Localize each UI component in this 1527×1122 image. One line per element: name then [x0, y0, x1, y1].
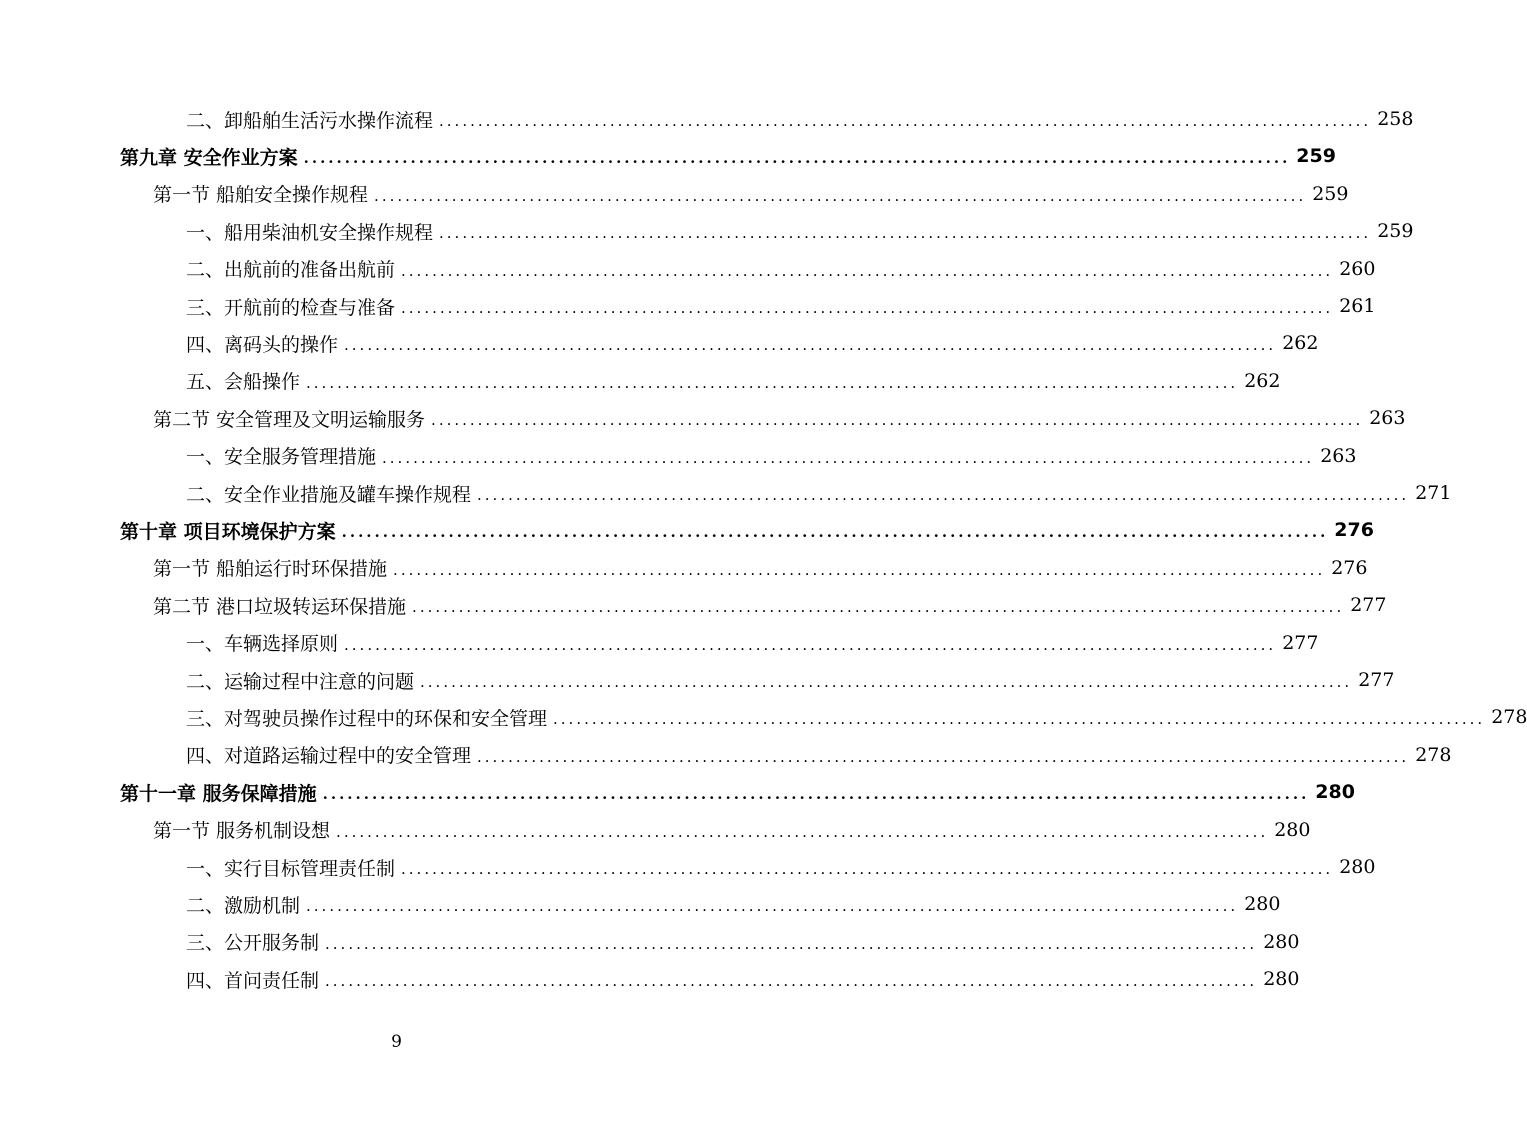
toc-chapter-entry[interactable]	[120, 141, 1336, 171]
toc-entry-page: 259	[1312, 182, 1349, 205]
toc-leader-dots: ........................................................................................................................	[401, 299, 1334, 317]
toc-entry-page: 280	[1244, 893, 1281, 916]
toc-leader-dots: ........................................................................................................................	[477, 747, 1410, 766]
toc-entry-page: 278	[1415, 743, 1452, 766]
toc-subsection-entry[interactable]	[186, 254, 1376, 284]
toc-entry-page: 280	[1263, 930, 1300, 953]
toc-chapter-entry[interactable]	[120, 777, 1355, 807]
toc-subsection-entry[interactable]	[186, 628, 1319, 658]
toc-entry-label: 一、安全服务管理措施	[186, 446, 377, 469]
toc-entry-label: 第二节 安全管理及文明运输服务	[153, 408, 426, 431]
toc-entry-label: 一、车辆选择原则	[186, 633, 339, 656]
toc-entry-label: 三、公开服务制	[186, 932, 320, 955]
toc-leader-dots: ........................................................................................................................	[382, 448, 1315, 467]
toc-entry-page: 261	[1339, 295, 1376, 317]
toc-leader-dots: ........................................................................................................................	[477, 486, 1410, 504]
toc-subsection-entry[interactable]	[186, 740, 1452, 770]
toc-entry-page: 280	[1315, 781, 1355, 804]
toc-subsection-entry[interactable]	[186, 478, 1452, 508]
toc-entry-label: 四、离码头的操作	[186, 333, 339, 356]
toc-entry-label: 第十一章 服务保障措施	[120, 782, 317, 805]
toc-entry-label: 三、对驾驶员操作过程中的环保和安全管理	[186, 707, 548, 730]
toc-section-entry[interactable]	[153, 553, 1368, 583]
toc-entry-label: 第一节 船舶运行时环保措施	[153, 558, 388, 581]
toc-entry-label: 四、首问责任制	[186, 969, 320, 992]
toc-leader-dots: ........................................................................................................................	[439, 224, 1372, 243]
toc-subsection-entry[interactable]	[186, 964, 1300, 994]
toc-leader-dots: ........................................................................................................................	[336, 822, 1269, 841]
toc-entry-label: 第二节 港口垃圾转运环保措施	[153, 595, 407, 618]
toc-entry-label: 二、激励机制	[186, 894, 301, 917]
toc-entry-page: 276	[1331, 556, 1368, 579]
toc-leader-dots: ........................................................................................................................	[374, 186, 1307, 205]
toc-entry-page: 280	[1263, 968, 1300, 991]
toc-entry-page: 271	[1415, 482, 1452, 504]
toc-subsection-entry[interactable]	[186, 927, 1300, 957]
toc-entry-label: 第十章 项目环境保护方案	[120, 520, 336, 543]
toc-entry-page: 277	[1358, 669, 1395, 691]
toc-subsection-entry[interactable]	[186, 889, 1281, 919]
toc-section-entry[interactable]	[153, 590, 1387, 620]
toc-leader-dots: ........................................................................................................................	[412, 598, 1345, 617]
toc-subsection-entry[interactable]	[186, 291, 1376, 321]
toc-leader-dots: ........................................................................................................................	[344, 336, 1277, 355]
toc-leader-dots: ........................................................................................................................	[306, 897, 1239, 916]
toc-entry-page: 277	[1282, 631, 1319, 654]
toc-section-entry[interactable]	[153, 179, 1349, 209]
toc-leader-dots: ........................................................................................................................	[303, 149, 1291, 168]
toc-subsection-entry[interactable]	[186, 852, 1376, 882]
toc-section-entry[interactable]	[153, 403, 1406, 433]
toc-entry-label: 二、安全作业措施及罐车操作规程	[186, 483, 472, 506]
toc-entry-page: 259	[1296, 145, 1336, 168]
toc-entry-label: 三、开航前的检查与准备	[186, 296, 396, 319]
toc-leader-dots: ........................................................................................................................	[322, 785, 1310, 804]
toc-leader-dots: ........................................................................................................................	[431, 411, 1364, 430]
toc-entry-page: 280	[1274, 818, 1311, 841]
toc-entry-page: 259	[1377, 220, 1414, 243]
toc-leader-dots: ........................................................................................................................	[325, 934, 1258, 953]
toc-entry-label: 一、船用柴油机安全操作规程	[186, 221, 434, 244]
toc-leader-dots: ........................................................................................................................	[344, 635, 1277, 654]
page-number: 9	[391, 1032, 402, 1052]
toc-entry-label: 二、卸船舶生活污水操作流程	[186, 109, 434, 132]
toc-leader-dots: ........................................................................................................................	[401, 860, 1334, 878]
toc-leader-dots: ........................................................................................................................	[325, 972, 1258, 991]
toc-entry-label: 四、对道路运输过程中的安全管理	[186, 745, 472, 768]
toc-entry-page: 278	[1491, 706, 1527, 729]
toc-subsection-entry[interactable]	[186, 441, 1357, 471]
toc-entry-label: 第一节 船舶安全操作规程	[153, 184, 369, 207]
toc-entry-page: 258	[1377, 108, 1414, 130]
toc-entry-page: 277	[1350, 594, 1387, 617]
toc-subsection-entry[interactable]	[186, 216, 1414, 246]
toc-chapter-entry[interactable]	[120, 515, 1374, 545]
toc-entry-label: 五、会船操作	[186, 371, 301, 394]
toc-leader-dots: ........................................................................................................................	[393, 560, 1326, 579]
toc-section-entry[interactable]	[153, 815, 1311, 845]
toc-leader-dots: ........................................................................................................................	[401, 261, 1334, 280]
toc-entry-label: 第九章 安全作业方案	[120, 146, 298, 169]
toc-entry-label: 第一节 服务机制设想	[153, 820, 331, 843]
toc-subsection-entry[interactable]	[186, 702, 1527, 732]
toc-leader-dots: ........................................................................................................................	[553, 710, 1486, 729]
toc-subsection-entry[interactable]	[186, 328, 1319, 358]
toc-subsection-entry[interactable]	[186, 366, 1281, 396]
toc-entry-label: 二、运输过程中注意的问题	[186, 670, 415, 693]
toc-subsection-entry[interactable]	[186, 104, 1414, 134]
toc-entry-label: 二、出航前的准备出航前	[186, 259, 396, 282]
toc-leader-dots: ........................................................................................................................	[306, 373, 1239, 392]
toc-entry-page: 280	[1339, 856, 1376, 878]
toc-entry-page: 276	[1334, 519, 1374, 542]
toc-entry-page: 262	[1244, 369, 1281, 392]
toc-leader-dots: ........................................................................................................................	[341, 523, 1329, 542]
toc-entry-page: 263	[1320, 444, 1357, 467]
toc-leader-dots: ........................................................................................................................	[439, 112, 1372, 130]
toc-subsection-entry[interactable]	[186, 665, 1395, 695]
toc-leader-dots: ........................................................................................................................	[420, 673, 1353, 691]
toc-entry-page: 260	[1339, 257, 1376, 280]
toc-entry-label: 一、实行目标管理责任制	[186, 857, 396, 880]
toc-entry-page: 262	[1282, 332, 1319, 355]
toc-entry-page: 263	[1369, 407, 1406, 430]
